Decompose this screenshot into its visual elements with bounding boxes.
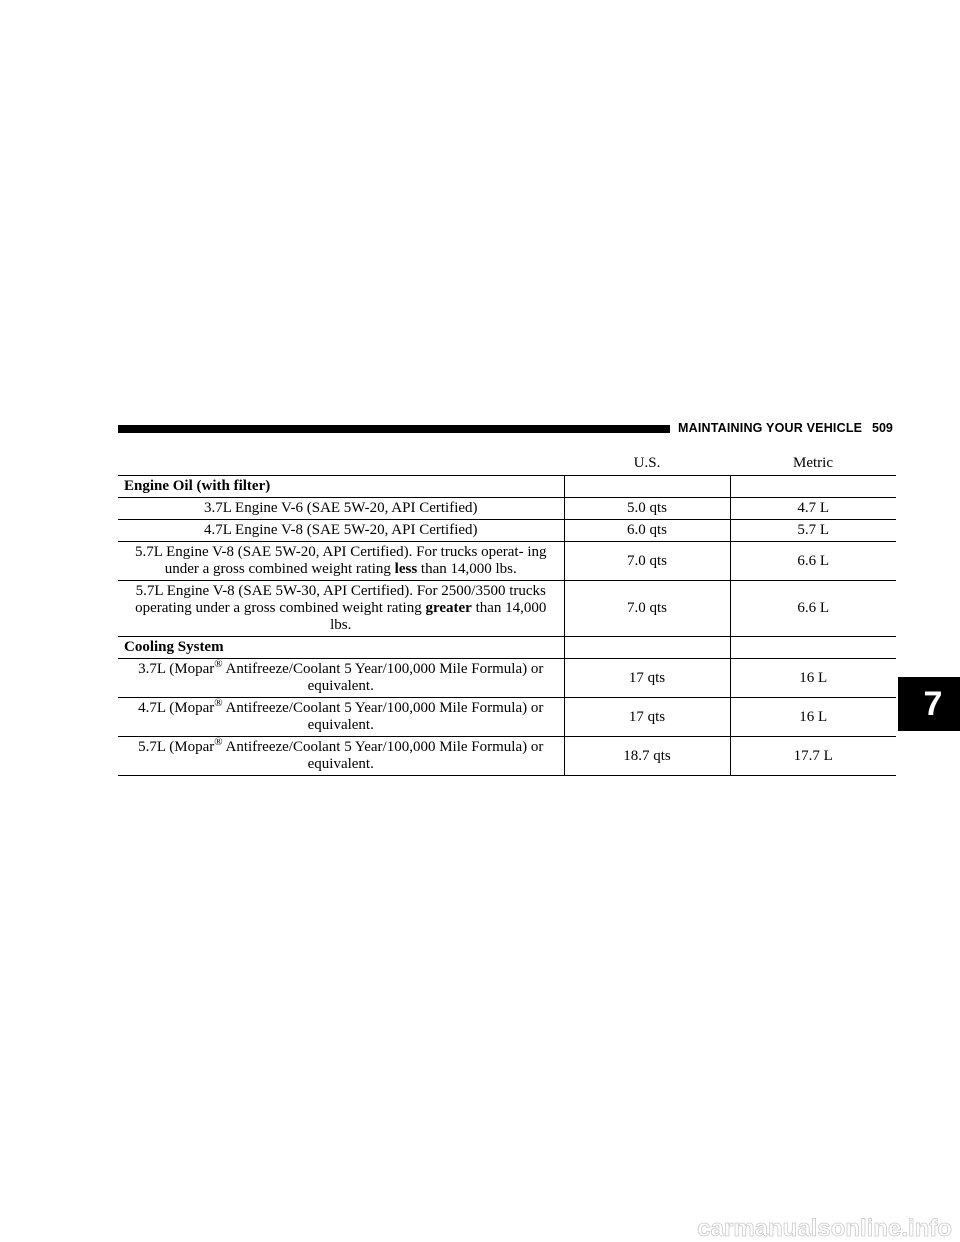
table-row: [118, 659, 896, 698]
table-row: [118, 737, 896, 776]
capacities-table: [118, 452, 896, 776]
row-us-value: 18.7 qts: [564, 737, 730, 776]
group-label: Engine Oil (with filter): [118, 476, 564, 498]
row-metric-value: 5.7 L: [730, 520, 896, 542]
header-rule: [118, 425, 670, 433]
row-description: 3.7L (Mopar® Antifreeze/Coolant 5 Year/100,000 Mile Formula) or equivalent.: [118, 659, 564, 698]
page-number: 509: [872, 421, 893, 435]
row-metric-value: 6.6 L: [730, 581, 896, 637]
row-metric-value: 4.7 L: [730, 498, 896, 520]
column-header-description: [118, 452, 564, 476]
table-row: [118, 498, 896, 520]
section-title: MAINTAINING YOUR VEHICLE: [678, 421, 863, 435]
row-us-value: 17 qts: [564, 659, 730, 698]
registered-mark: ®: [214, 736, 223, 748]
table-row: [118, 698, 896, 737]
row-description: 3.7L Engine V-6 (SAE 5W-20, API Certified): [118, 498, 564, 520]
row-metric-value: 6.6 L: [730, 542, 896, 581]
emphasis-greater: greater: [425, 600, 472, 616]
row-description: 4.7L (Mopar® Antifreeze/Coolant 5 Year/100,000 Mile Formula) or equivalent.: [118, 698, 564, 737]
row-description: 4.7L Engine V-8 (SAE 5W-20, API Certified): [118, 520, 564, 542]
row-description: 5.7L (Mopar® Antifreeze/Coolant 5 Year/100,000 Mile Formula) or equivalent.: [118, 737, 564, 776]
group-row-cooling-system: [118, 637, 896, 659]
row-us-value: 17 qts: [564, 698, 730, 737]
row-us-value: 7.0 qts: [564, 542, 730, 581]
table-row: [118, 520, 896, 542]
row-description: 5.7L Engine V-8 (SAE 5W-30, API Certified). For 2500/3500 trucks operating under a gross combined weight rating greater than 14,000 lbs.: [118, 581, 564, 637]
table-row: [118, 581, 896, 637]
registered-mark: ®: [214, 697, 223, 709]
table-header-row: [118, 452, 896, 476]
column-header-metric: Metric: [730, 452, 896, 476]
row-us-value: 6.0 qts: [564, 520, 730, 542]
row-metric-value: 17.7 L: [730, 737, 896, 776]
group-row-engine-oil: [118, 476, 896, 498]
row-us-value: 7.0 qts: [564, 581, 730, 637]
group-label: Cooling System: [118, 637, 564, 659]
watermark-text: carmanualsonline.info: [697, 1215, 952, 1242]
column-header-us: U.S.: [564, 452, 730, 476]
chapter-tab: 7: [898, 677, 960, 731]
row-description: 5.7L Engine V-8 (SAE 5W-20, API Certified). For trucks operat- ing under a gross combined weight rating less than 14,000 lbs.: [118, 542, 564, 581]
row-metric-value: 16 L: [730, 659, 896, 698]
row-us-value: 5.0 qts: [564, 498, 730, 520]
row-metric-value: 16 L: [730, 698, 896, 737]
table-row: [118, 542, 896, 581]
emphasis-less: less: [394, 561, 418, 577]
registered-mark: ®: [214, 658, 223, 670]
